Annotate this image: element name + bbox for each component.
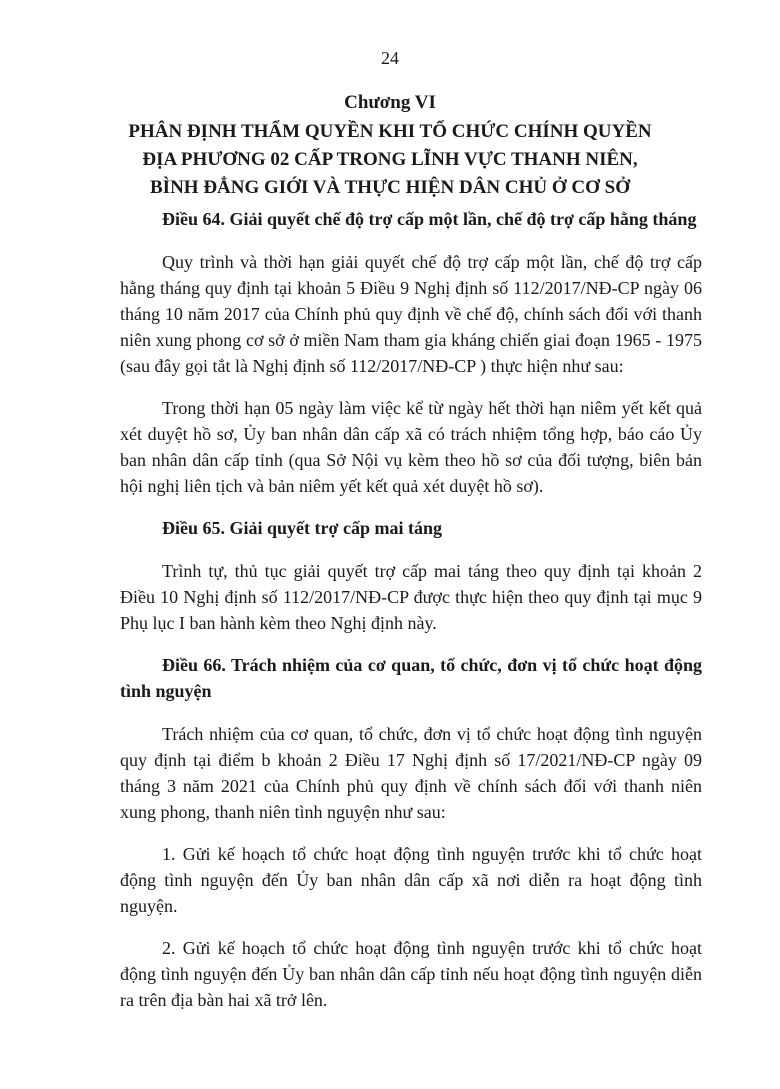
article-64-paragraph-1: Quy trình và thời hạn giải quyết chế độ trợ cấp một lần, chế độ trợ cấp hằng tháng quy định tại khoản 5 Điều 9 Nghị định số 112/2017/NĐ-CP ngày 06 tháng 10 năm 2017 của Chính phủ quy định về chế độ, chính sách đối với thanh niên xung phong cơ sở ở miền Nam tham gia kháng chiến giai đoạn 1965 - 1975 (sau đây gọi tắt là Nghị định số 112/2017/NĐ-CP ) thực hiện như sau:	[120, 252, 702, 376]
chapter-title-line: BÌNH ĐẲNG GIỚI VÀ THỰC HIỆN DÂN CHỦ Ở CƠ SỞ	[150, 177, 630, 198]
article-66-item-2: 2. Gửi kế hoạch tổ chức hoạt động tình nguyện trước khi tổ chức hoạt động tình nguyện đến Ủy ban nhân dân cấp tỉnh nếu hoạt động tình nguyện diễn ra trên địa bàn hai xã trở lên.	[120, 938, 702, 1010]
chapter-title-line: ĐỊA PHƯƠNG 02 CẤP TRONG LĨNH VỰC THANH NIÊN,	[142, 149, 638, 170]
document-body	[120, 206, 702, 1013]
article-64-heading: Điều 64. Giải quyết chế độ trợ cấp một lần, chế độ trợ cấp hằng tháng	[162, 209, 697, 229]
chapter-title	[110, 118, 670, 202]
article-66-heading: Điều 66. Trách nhiệm của cơ quan, tổ chức, đơn vị tổ chức hoạt động tình nguyện	[120, 655, 702, 701]
chapter-title-line: PHÂN ĐỊNH THẨM QUYỀN KHI TỔ CHỨC CHÍNH QUYỀN	[128, 121, 652, 142]
chapter-label: Chương VI	[344, 92, 436, 113]
article-66-item-1: 1. Gửi kế hoạch tổ chức hoạt động tình nguyện trước khi tổ chức hoạt động tình nguyện đến Ủy ban nhân dân cấp xã nơi diễn ra hoạt động tình nguyện.	[120, 844, 702, 916]
article-65-paragraph-1: Trình tự, thủ tục giải quyết trợ cấp mai táng theo quy định tại khoản 2 Điều 10 Nghị định số 112/2017/NĐ-CP được thực hiện theo quy định tại mục 9 Phụ lục I ban hành kèm theo Nghị định này.	[120, 561, 702, 633]
article-66-paragraph-1: Trách nhiệm của cơ quan, tổ chức, đơn vị tổ chức hoạt động tình nguyện quy định tại điểm b khoản 2 Điều 17 Nghị định số 17/2021/NĐ-CP ngày 09 tháng 3 năm 2021 của Chính phủ quy định về chính sách đối với thanh niên xung phong, thanh niên tình nguyện như sau:	[120, 724, 702, 822]
article-65-heading: Điều 65. Giải quyết trợ cấp mai táng	[162, 518, 442, 538]
page-number: 24	[381, 48, 399, 68]
article-64-paragraph-2: Trong thời hạn 05 ngày làm việc kể từ ngày hết thời hạn niêm yết kết quả xét duyệt hồ sơ, Ủy ban nhân dân cấp xã có trách nhiệm tổng hợp, báo cáo Ủy ban nhân dân cấp tỉnh (qua Sở Nội vụ kèm theo hồ sơ của đối tượng, biên bản hội nghị liên tịch và bản niêm yết kết quả xét duyệt hồ sơ).	[120, 398, 702, 496]
